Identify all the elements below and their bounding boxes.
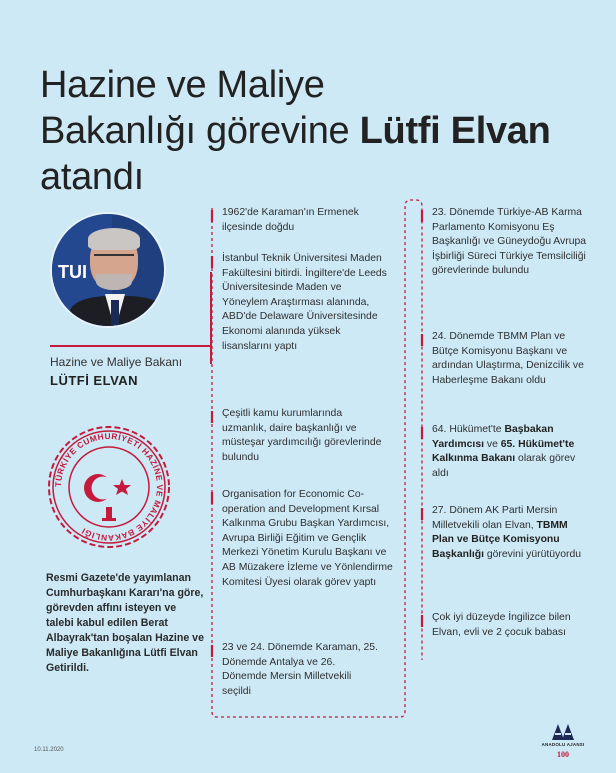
headline-name: Lütfi Elvan	[359, 110, 551, 152]
timeline-item-budget-committee	[432, 504, 582, 562]
deputy-pm-role-2: 65. Hükümet'te Kalkınma Bakanı	[432, 438, 575, 465]
timeline-item-birth: 1962'de Karaman'ın Ermenek ilçesinde doğdu	[222, 207, 359, 233]
deputy-pm-role-1: Başbakan Yardımcısı	[432, 424, 554, 450]
budget-text-1: 27. Dönem AK Parti Mersin Milletvekili olan Elvan,	[432, 505, 558, 531]
anadolu-agency-logo	[538, 718, 588, 762]
timeline-item-parliament: 23 ve 24. Dönemde Karaman, 25. Dönemde Antalya ve 26. Dönemde Mersin Milletvekili seçildi	[222, 642, 378, 697]
decree-note: Resmi Gazete'de yayımlanan Cumhurbaşkanı Kararı'na göre, görevden affını isteyen ve talebi kabul edilen Berat Albayrak'tan boşalan Hazine ve Maliye Bakanlığına Lütfi Elvan Getirildi.	[46, 572, 204, 674]
seal-ring-text: TÜRKİYE CUMHURİYETİ HAZİNE VE MALİYE BAKANLIĞI	[52, 430, 166, 544]
timeline-item-international: Organisation for Economic Co-operation and Development Kırsal Kalkınma Grubu Başkan Yardımcısı, Avrupa Birliği Eğitim ve Gençlik Merkezi Yönetim Kurulu Başkanı ve AB Müzakere İzleme ve Yönlendirme Komitesi Üyesi olarak görev yaptı	[222, 489, 393, 588]
budget-text-2: görevini yürütüyordu	[483, 548, 582, 560]
publish-date: 10.11.2020	[34, 747, 64, 753]
profile-position: Hazine ve Maliye Bakanı	[50, 355, 183, 369]
deputy-pm-text-2: ve	[483, 438, 501, 450]
deputy-pm-text-1: 64. Hükümet'te	[432, 424, 505, 435]
timeline-item-public-service: Çeşitli kamu kurumlarında uzmanlık, daire başkanlığı ve müsteşar yardımcılığı görevlerinde bulundu	[222, 408, 382, 463]
timeline-item-education: İstanbul Teknik Üniversitesi Maden Fakültesini bitirdi. İngiltere'de Leeds Üniversitesinde Maden ve Yöneylem Araştırması alanında, ABD'de Delaware Üniversitesinde Ekonomi alanında yüksek lisanslarını yaptı	[222, 253, 387, 352]
logo-label: ANADOLU AJANSI	[541, 742, 585, 747]
timeline-item-personal: Çok iyi düzeyde İngilizce bilen Elvan, evli ve 2 çocuk babası	[432, 612, 571, 638]
logo-badge: 100	[557, 750, 569, 759]
timeline-item-eu-commission: 23. Dönemde Türkiye-AB Karma Parlamento Komisyonu Eş Başkanlığı ve Güneydoğu Avrupa İşbirliği Süreci Türkiye Temsilciliği görevlerinde bulundu	[432, 207, 587, 277]
deputy-pm-text-3: olarak görev aldı	[432, 453, 576, 479]
timeline-item-minister-transport: 24. Dönemde TBMM Plan ve Bütçe Komisyonu Başkanı ve ardından Ulaştırma, Denizcilik ve Haberleşme Bakanı oldu	[432, 331, 584, 386]
budget-role: TBMM Plan ve Bütçe Komisyonu Başkanlığı	[432, 519, 568, 560]
photo-background-text: TUI	[58, 262, 87, 282]
timeline-item-deputy-pm	[432, 423, 592, 481]
headline-line-2-regular: Bakanlığı görevine	[40, 110, 360, 152]
profile-name: LÜTFİ ELVAN	[50, 373, 139, 388]
headline-line-1: Hazine ve Maliye	[40, 64, 325, 106]
headline-line-3: atandı	[40, 156, 144, 198]
